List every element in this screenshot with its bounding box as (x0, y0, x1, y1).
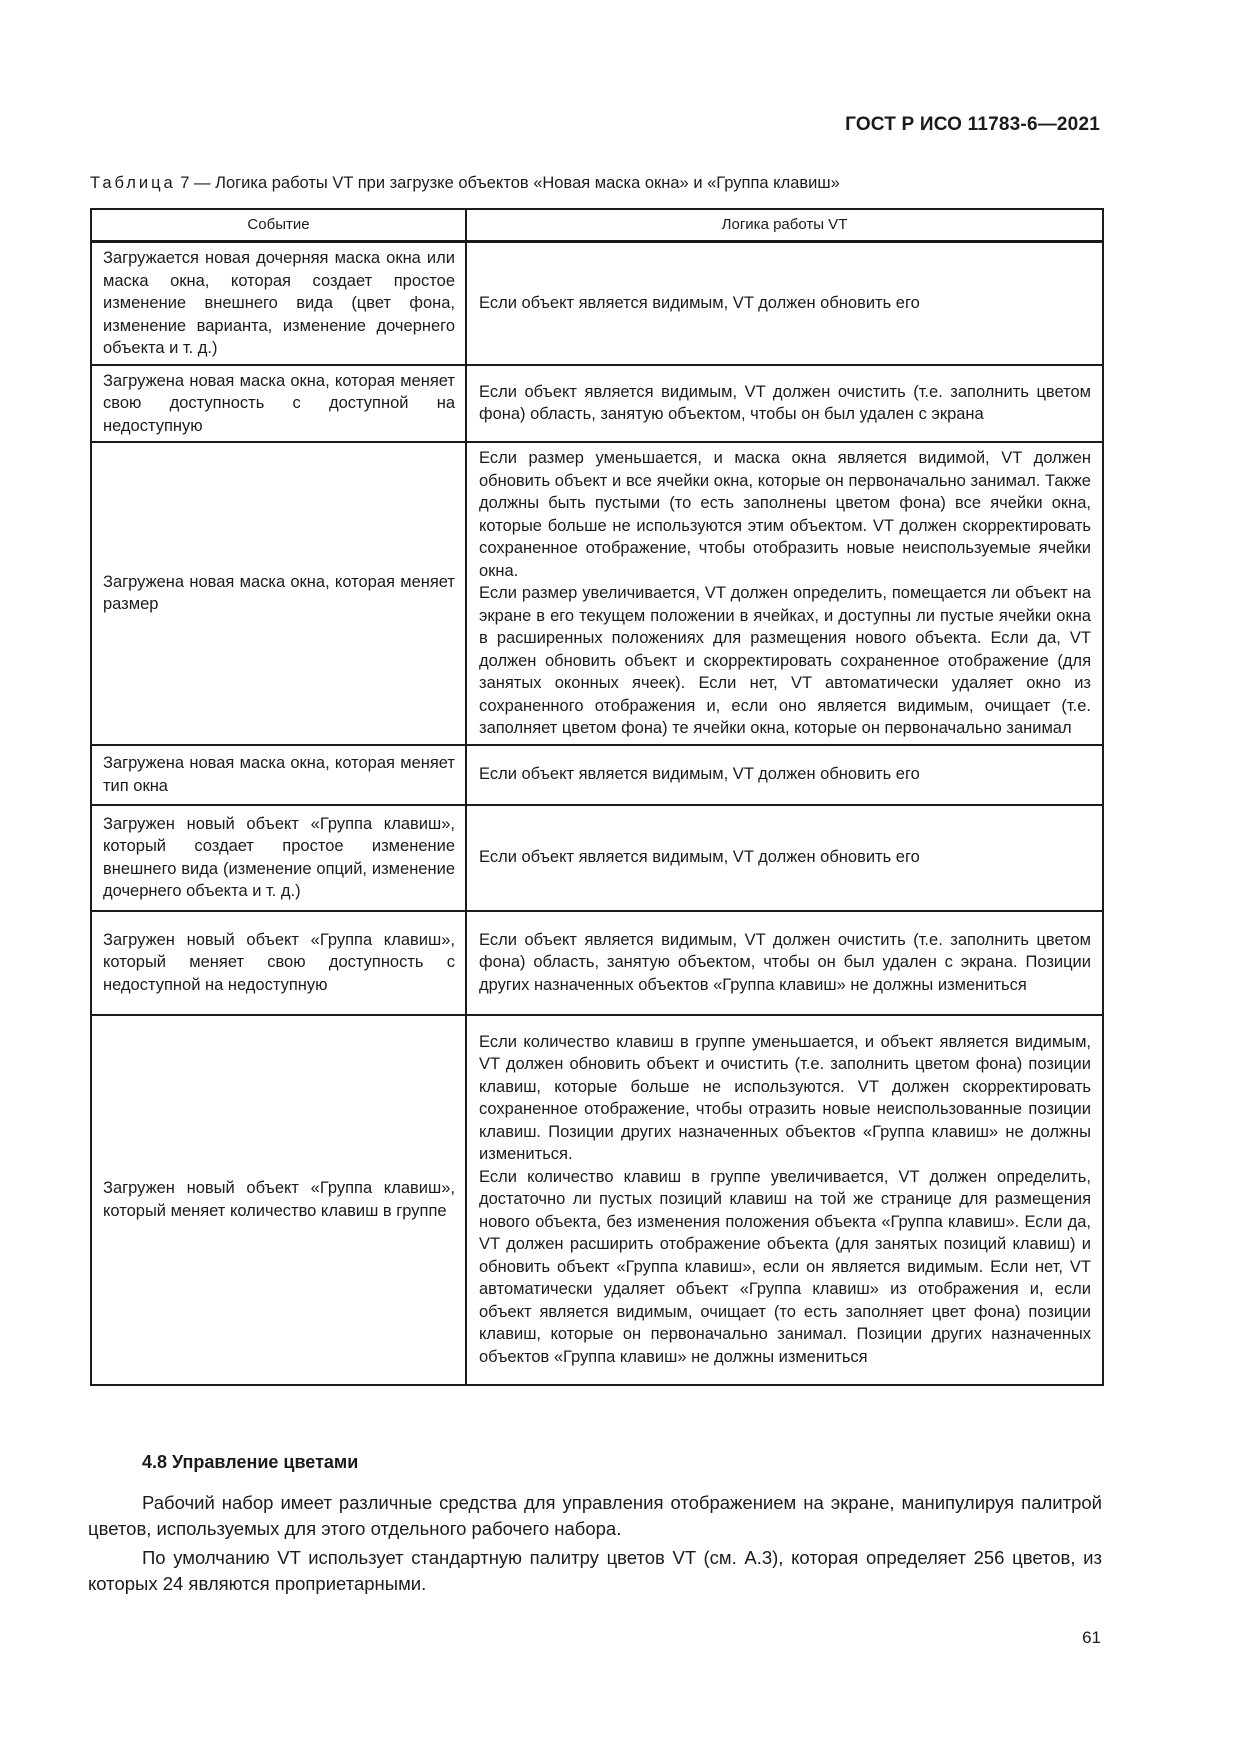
logic-cell: Если объект является видимым, VT должен обновить его (466, 745, 1103, 805)
table-caption (90, 174, 840, 193)
document-code: ГОСТ Р ИСО 11783-6—2021 (845, 114, 1100, 135)
table-row (91, 745, 1103, 805)
logic-paragraph: Если количество клавиш в группе уменьшается, и объект является видимым, VT должен обновить объект и очистить (т.е. заполнить цветом фона) позиции клавиш, которые больше не используются. VT должен скорректировать сохраненное отображение, чтобы отразить новые неиспользованные позиции клавиш. Позиции других назначенных объектов «Группа клавиш» не должны измениться. (479, 1032, 1091, 1164)
logic-cell: Если объект является видимым, VT должен обновить его (466, 805, 1103, 911)
body-paragraph (88, 1490, 1102, 1541)
logic-cell (466, 442, 1103, 745)
event-cell: Загружается новая дочерняя маска окна или маска окна, которая создает простое изменение внешнего вида (цвет фона, изменение варианта, изменение дочернего объекта и т. д.) (91, 242, 466, 365)
logic-cell: Если объект является видимым, VT должен очистить (т.е. заполнить цветом фона) область, занятую объектом, чтобы он был удален с экрана. Позиции других назначенных объектов «Группа клавиш» не должны измениться (466, 911, 1103, 1015)
event-cell: Загружен новый объект «Группа клавиш», который меняет свою доступность с недоступной на недоступную (91, 911, 466, 1015)
event-cell: Загружен новый объект «Группа клавиш», который меняет количество клавиш в группе (91, 1015, 466, 1385)
logic-cell (466, 1015, 1103, 1385)
table-caption-text: 7 — Логика работы VT при загрузке объектов «Новая маска окна» и «Группа клавиш» (175, 174, 840, 192)
logic-paragraph: Если размер уменьшается, и маска окна является видимой, VT должен обновить объект и все ячейки окна, которые он первоначально занимал. Также должны быть пустыми (то есть заполнены цветом фона) все ячейки окна, которые больше не используются этим объектом. VT должен скорректировать сохраненное отображение, чтобы отобразить новые неиспользуемые ячейки окна. (479, 449, 1091, 580)
logic-cell: Если объект является видимым, VT должен обновить его (466, 242, 1103, 365)
table-row (91, 442, 1103, 745)
table-row (91, 365, 1103, 443)
table-header-row (91, 209, 1103, 242)
logic-paragraph: Если размер увеличивается, VT должен определить, помещается ли объект на экране в его текущем положении в ячейках, и доступны ли пустые ячейки окна в расширенных положениях для размещения нового объекта. Если да, VT должен обновить объект и скорректировать сохраненное отображение (для занятых оконных ячеек). Если нет, VT автоматически удаляет окно из сохраненного отображения и, если оно является видимым, очищает (т.е. заполняет цветом фона) те ячейки окна, которые он первоначально занимал (479, 584, 1091, 737)
table-row (91, 805, 1103, 911)
section-heading: 4.8 Управление цветами (142, 1452, 359, 1472)
body-paragraph (88, 1545, 1102, 1596)
page-number: 61 (1082, 1628, 1101, 1647)
paragraph-text: Рабочий набор имеет различные средства для управления отображением на экране, манипулируя палитрой цветов, используемых для этого отдельного рабочего набора. (88, 1492, 1102, 1539)
paragraph-text: По умолчанию VT использует стандартную палитру цветов VT (см. А.3), которая определяет 256 цветов, из которых 24 являются проприетарными. (88, 1547, 1102, 1594)
event-cell: Загружена новая маска окна, которая меняет свою доступность с доступной на недоступную (91, 365, 466, 443)
column-header-logic: Логика работы VT (466, 209, 1103, 242)
table-row (91, 242, 1103, 365)
table-row (91, 1015, 1103, 1385)
vt-logic-table (90, 208, 1104, 1386)
table-row (91, 911, 1103, 1015)
column-header-event: Событие (91, 209, 466, 242)
event-cell: Загружен новый объект «Группа клавиш», который создает простое изменение внешнего вида (изменение опций, изменение дочернего объекта и т. д.) (91, 805, 466, 911)
event-cell: Загружена новая маска окна, которая меняет тип окна (91, 745, 466, 805)
event-cell: Загружена новая маска окна, которая меняет размер (91, 442, 466, 745)
logic-cell: Если объект является видимым, VT должен очистить (т.е. заполнить цветом фона) область, занятую объектом, чтобы он был удален с экрана (466, 365, 1103, 443)
logic-paragraph: Если количество клавиш в группе увеличивается, VT должен определить, достаточно ли пустых позиций клавиш на той же странице для размещения нового объекта, без изменения положения объекта «Группа клавиш». Если да, VT должен расширить отображение объекта (для занятых позиций клавиш) и обновить объект «Группа клавиш», если он является видимым. Если нет, VT автоматически удаляет объект «Группа клавиш» из отображения и, если объект является видимым, очищает (то есть заполняет цвет фона) позиции клавиш, которые он первоначально занимал. Позиции других назначенных объектов «Группа клавиш» не должны измениться (479, 1167, 1091, 1366)
table-caption-word: Таблица (90, 174, 176, 192)
